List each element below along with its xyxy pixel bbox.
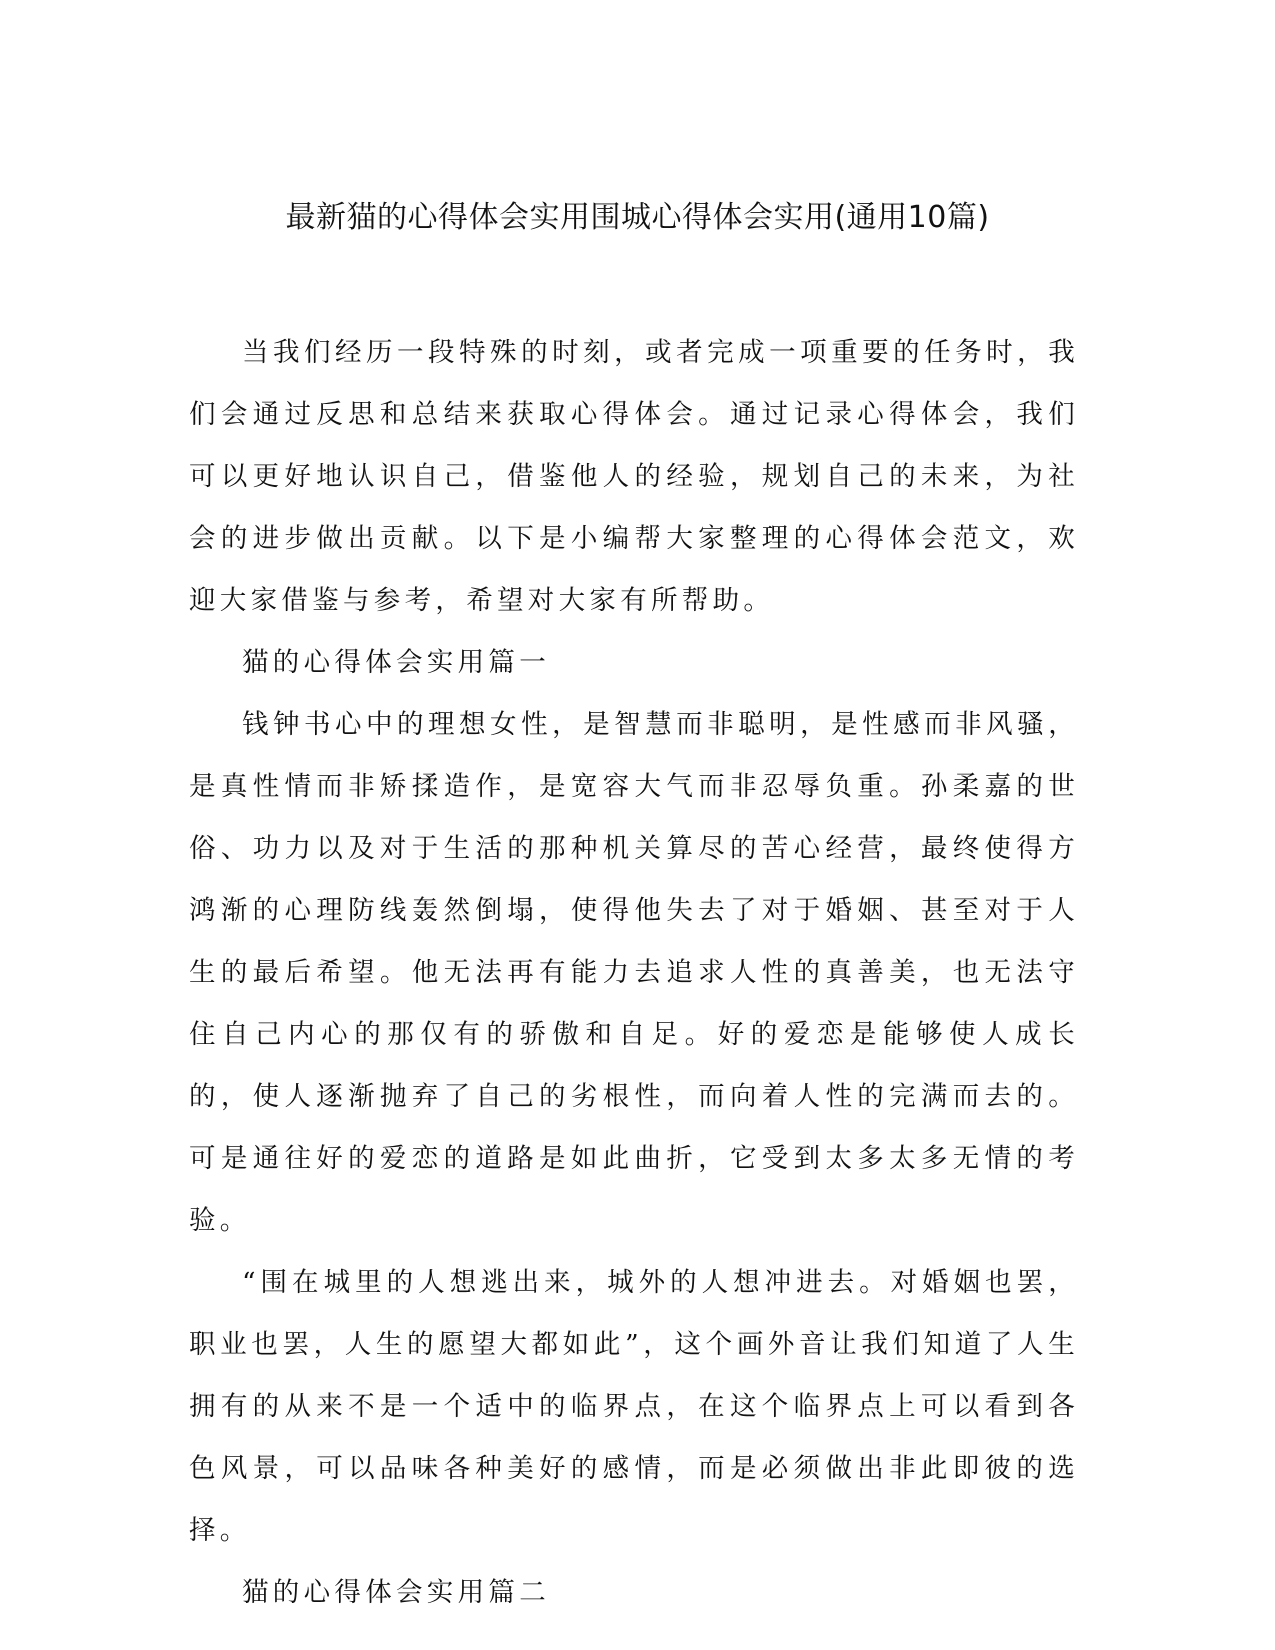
section-heading-2: 猫的心得体会实用篇二 <box>242 1577 550 1608</box>
document-body <box>189 322 1079 1624</box>
body-paragraph: “围在城里的人想逃出来，城外的人想冲进去。对婚姻也罢，职业也罢，人生的愿望大都如此”，这个画外音让我们知道了人生拥有的从来不是一个适中的临界点，在这个临界点上可以看到各色风景，可以品味各种美好的感情，而是必须做出非此即彼的选择。 <box>189 1267 1079 1546</box>
body-paragraph: 钱钟书心中的理想女性，是智慧而非聪明，是性感而非风骚，是真性情而非矫揉造作，是宽容大气而非忍辱负重。孙柔嘉的世俗、功力以及对于生活的那种机关算尽的苦心经营，最终使得方鸿渐的心理防线轰然倒塌，使得他失去了对于婚姻、甚至对于人生的最后希望。他无法再有能力去追求人性的真善美，也无法守住自己内心的那仅有的骄傲和自足。好的爱恋是能够使人成长的，使人逐渐抛弃了自己的劣根性，而向着人性的完满而去的。可是通往好的爱恋的道路是如此曲折，它受到太多太多无情的考验。 <box>189 709 1079 1236</box>
intro-paragraph: 当我们经历一段特殊的时刻，或者完成一项重要的任务时，我们会通过反思和总结来获取心得体会。通过记录心得体会，我们可以更好地认识自己，借鉴他人的经验，规划自己的未来，为社会的进步做出贡献。以下是小编帮大家整理的心得体会范文，欢迎大家借鉴与参考，希望对大家有所帮助。 <box>189 337 1079 616</box>
section-heading-1: 猫的心得体会实用篇一 <box>242 647 550 678</box>
document-title: 最新猫的心得体会实用围城心得体会实用(通用10篇) <box>285 200 990 235</box>
